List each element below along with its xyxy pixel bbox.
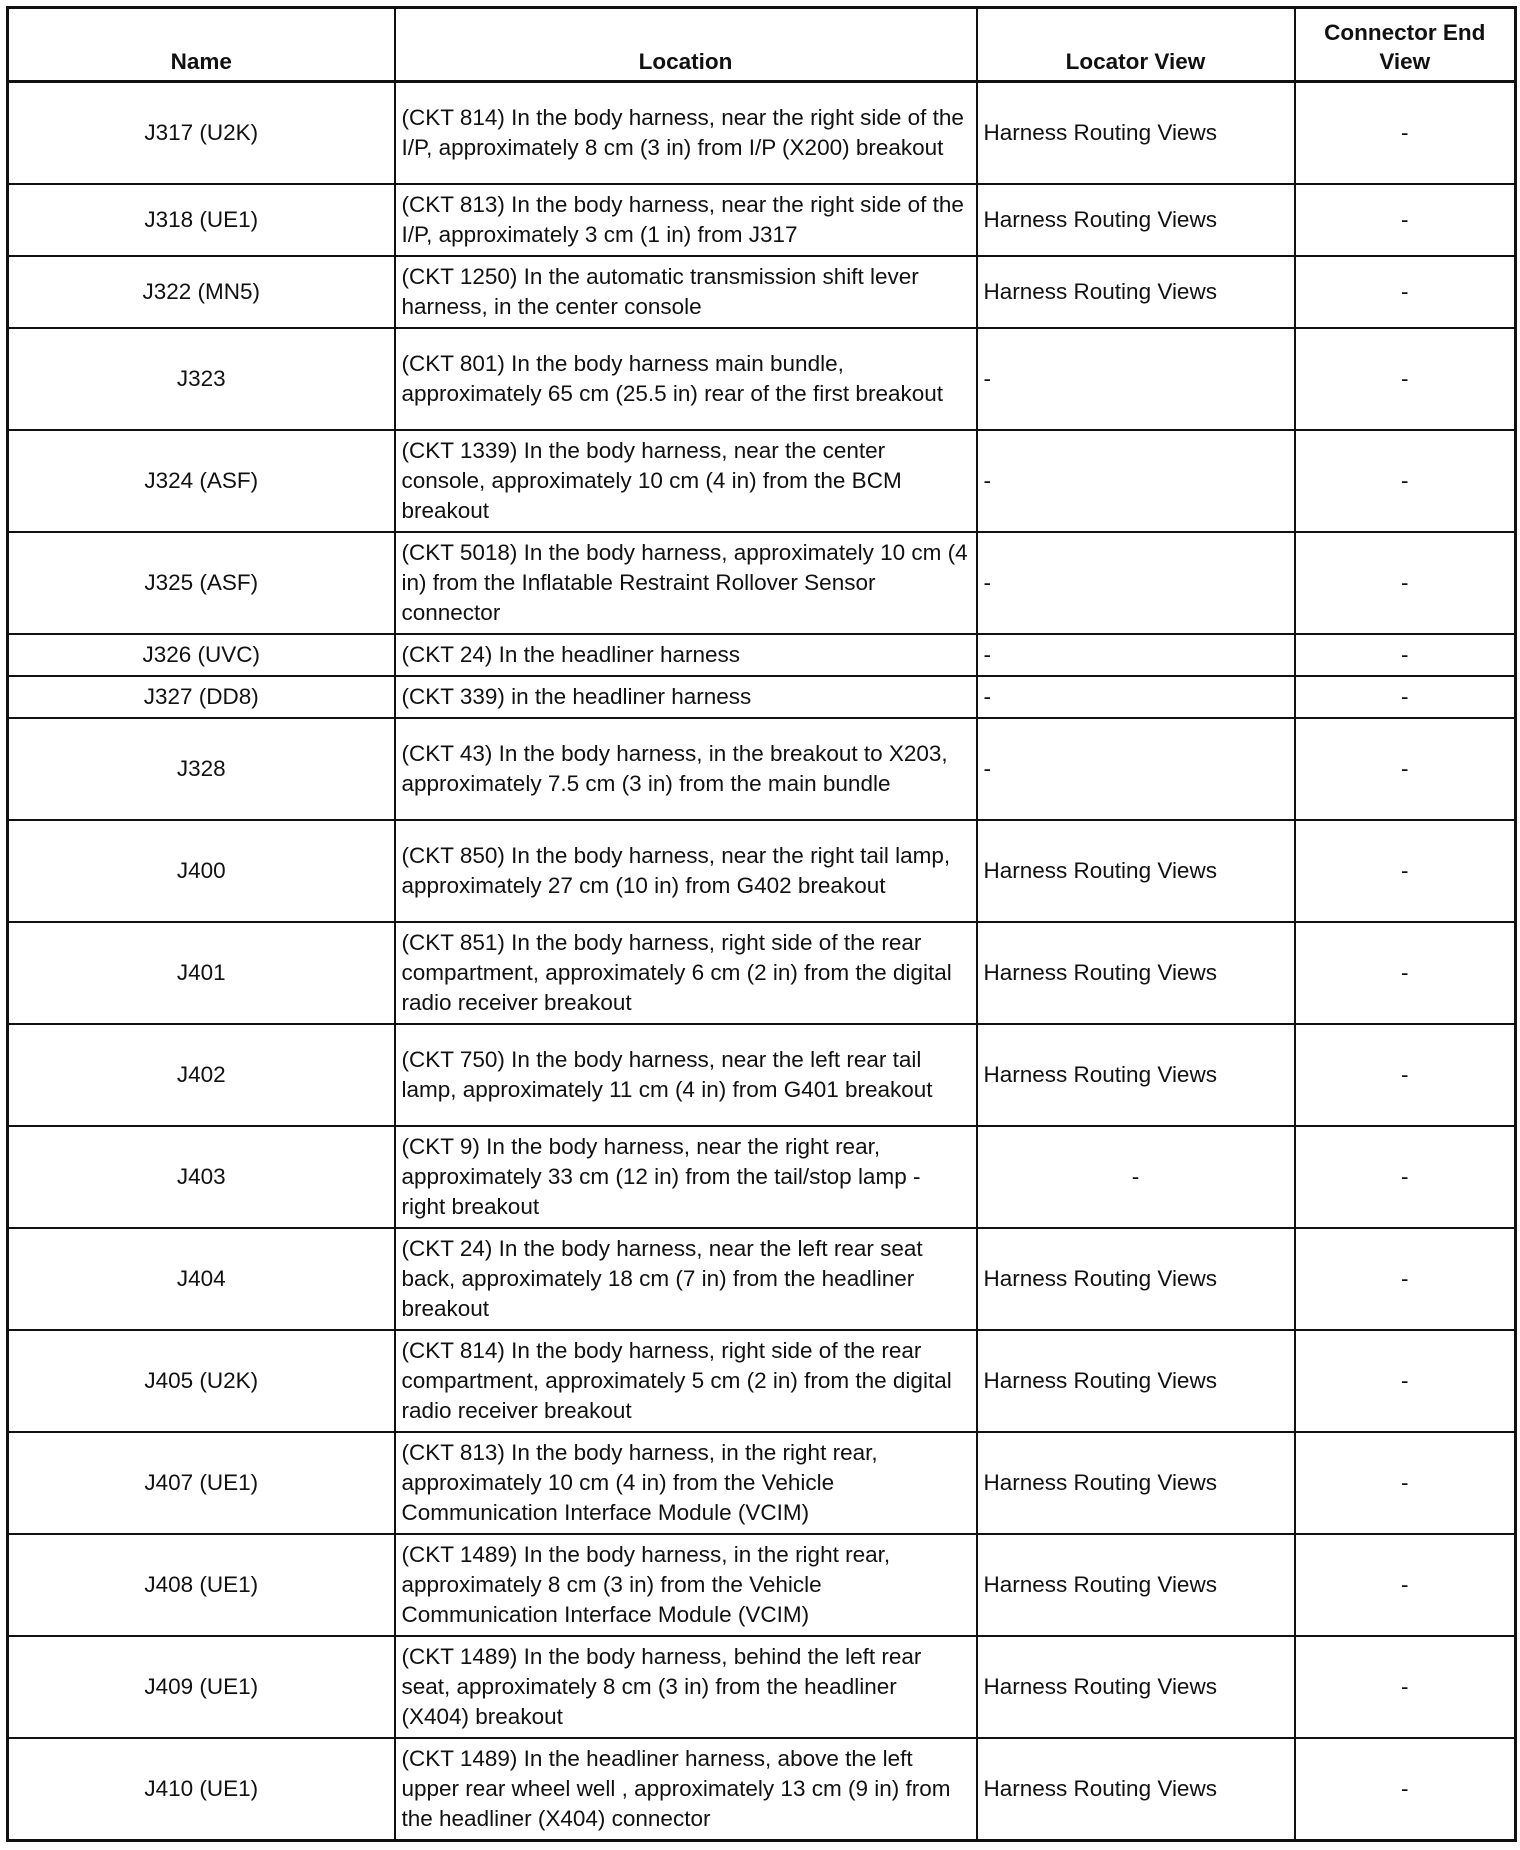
cell-name: J400 (8, 820, 395, 922)
cell-location: (CKT 1489) In the headliner harness, above the left upper rear wheel well , approximately 13 cm (9 in) from the headliner (X404) connector (395, 1738, 977, 1841)
cell-name: J410 (UE1) (8, 1738, 395, 1841)
cell-connector-end-view: - (1295, 1126, 1516, 1228)
cell-locator-view: - (977, 1126, 1295, 1228)
cell-connector-end-view: - (1295, 1636, 1516, 1738)
cell-name: J404 (8, 1228, 395, 1330)
cell-name: J408 (UE1) (8, 1534, 395, 1636)
table-row (8, 1126, 1516, 1228)
cell-location: (CKT 814) In the body harness, near the right side of the I/P, approximately 8 cm (3 in) from I/P (X200) breakout (395, 82, 977, 185)
cell-connector-end-view: - (1295, 184, 1516, 256)
cell-locator-view: - (977, 532, 1295, 634)
table-row (8, 430, 1516, 532)
cell-name: J405 (U2K) (8, 1330, 395, 1432)
splice-location-table (6, 6, 1517, 1842)
table-row (8, 634, 1516, 676)
cell-locator-view[interactable]: Harness Routing Views (977, 256, 1295, 328)
cell-connector-end-view: - (1295, 718, 1516, 820)
cell-name: J403 (8, 1126, 395, 1228)
cell-locator-view: - (977, 676, 1295, 718)
cell-name: J401 (8, 922, 395, 1024)
cell-locator-view[interactable]: Harness Routing Views (977, 1228, 1295, 1330)
cell-locator-view[interactable]: Harness Routing Views (977, 922, 1295, 1024)
cell-name: J407 (UE1) (8, 1432, 395, 1534)
cell-connector-end-view: - (1295, 1228, 1516, 1330)
cell-connector-end-view: - (1295, 256, 1516, 328)
cell-location: (CKT 9) In the body harness, near the right rear, approximately 33 cm (12 in) from the tail/stop lamp - right breakout (395, 1126, 977, 1228)
cell-locator-view[interactable]: Harness Routing Views (977, 1738, 1295, 1841)
header-connector-end-view: Connector End View (1295, 8, 1516, 82)
header-name: Name (8, 8, 395, 82)
cell-locator-view[interactable]: Harness Routing Views (977, 1432, 1295, 1534)
cell-locator-view: - (977, 634, 1295, 676)
cell-name: J409 (UE1) (8, 1636, 395, 1738)
cell-locator-view: - (977, 718, 1295, 820)
cell-location: (CKT 851) In the body harness, right side of the rear compartment, approximately 6 cm (2 in) from the digital radio receiver breakout (395, 922, 977, 1024)
cell-location: (CKT 5018) In the body harness, approximately 10 cm (4 in) from the Inflatable Restraint Rollover Sensor connector (395, 532, 977, 634)
table-row (8, 256, 1516, 328)
cell-connector-end-view: - (1295, 820, 1516, 922)
header-locator-view: Locator View (977, 8, 1295, 82)
cell-name: J324 (ASF) (8, 430, 395, 532)
cell-location: (CKT 1250) In the automatic transmission shift lever harness, in the center console (395, 256, 977, 328)
cell-connector-end-view: - (1295, 328, 1516, 430)
table-row (8, 82, 1516, 185)
cell-location: (CKT 850) In the body harness, near the right tail lamp, approximately 27 cm (10 in) from G402 breakout (395, 820, 977, 922)
cell-locator-view[interactable]: Harness Routing Views (977, 1330, 1295, 1432)
cell-location: (CKT 1339) In the body harness, near the center console, approximately 10 cm (4 in) from the BCM breakout (395, 430, 977, 532)
cell-locator-view[interactable]: Harness Routing Views (977, 1024, 1295, 1126)
cell-name: J328 (8, 718, 395, 820)
cell-connector-end-view: - (1295, 1432, 1516, 1534)
cell-name: J323 (8, 328, 395, 430)
cell-connector-end-view: - (1295, 1024, 1516, 1126)
cell-name: J327 (DD8) (8, 676, 395, 718)
table-row (8, 1432, 1516, 1534)
cell-connector-end-view: - (1295, 430, 1516, 532)
cell-connector-end-view: - (1295, 532, 1516, 634)
cell-name: J317 (U2K) (8, 82, 395, 185)
table-row (8, 184, 1516, 256)
cell-locator-view[interactable]: Harness Routing Views (977, 820, 1295, 922)
cell-connector-end-view: - (1295, 1738, 1516, 1841)
cell-location: (CKT 1489) In the body harness, behind the left rear seat, approximately 8 cm (3 in) from the headliner (X404) breakout (395, 1636, 977, 1738)
cell-location: (CKT 24) In the headliner harness (395, 634, 977, 676)
table-row (8, 922, 1516, 1024)
cell-connector-end-view: - (1295, 676, 1516, 718)
table-row (8, 1738, 1516, 1841)
table-row (8, 532, 1516, 634)
cell-connector-end-view: - (1295, 922, 1516, 1024)
cell-location: (CKT 24) In the body harness, near the left rear seat back, approximately 18 cm (7 in) from the headliner breakout (395, 1228, 977, 1330)
cell-locator-view[interactable]: Harness Routing Views (977, 82, 1295, 185)
cell-name: J326 (UVC) (8, 634, 395, 676)
table-row (8, 718, 1516, 820)
table-row (8, 328, 1516, 430)
cell-location: (CKT 801) In the body harness main bundle, approximately 65 cm (25.5 in) rear of the first breakout (395, 328, 977, 430)
table-row (8, 1228, 1516, 1330)
cell-connector-end-view: - (1295, 82, 1516, 185)
cell-location: (CKT 43) In the body harness, in the breakout to X203, approximately 7.5 cm (3 in) from the main bundle (395, 718, 977, 820)
cell-connector-end-view: - (1295, 1330, 1516, 1432)
table-row (8, 820, 1516, 922)
cell-locator-view: - (977, 430, 1295, 532)
header-location: Location (395, 8, 977, 82)
table-row (8, 1330, 1516, 1432)
cell-connector-end-view: - (1295, 1534, 1516, 1636)
cell-location: (CKT 813) In the body harness, in the right rear, approximately 10 cm (4 in) from the Vehicle Communication Interface Module (VCIM) (395, 1432, 977, 1534)
cell-name: J325 (ASF) (8, 532, 395, 634)
cell-location: (CKT 1489) In the body harness, in the right rear, approximately 8 cm (3 in) from the Vehicle Communication Interface Module (VCIM) (395, 1534, 977, 1636)
table-row (8, 1636, 1516, 1738)
cell-location: (CKT 339) in the headliner harness (395, 676, 977, 718)
cell-locator-view[interactable]: Harness Routing Views (977, 1534, 1295, 1636)
table-row (8, 676, 1516, 718)
table-row (8, 1534, 1516, 1636)
cell-location: (CKT 750) In the body harness, near the left rear tail lamp, approximately 11 cm (4 in) from G401 breakout (395, 1024, 977, 1126)
table-row (8, 1024, 1516, 1126)
cell-locator-view[interactable]: Harness Routing Views (977, 184, 1295, 256)
header-row (8, 8, 1516, 82)
cell-name: J322 (MN5) (8, 256, 395, 328)
cell-name: J402 (8, 1024, 395, 1126)
cell-locator-view: - (977, 328, 1295, 430)
cell-location: (CKT 813) In the body harness, near the right side of the I/P, approximately 3 cm (1 in) from J317 (395, 184, 977, 256)
cell-location: (CKT 814) In the body harness, right side of the rear compartment, approximately 5 cm (2 in) from the digital radio receiver breakout (395, 1330, 977, 1432)
cell-name: J318 (UE1) (8, 184, 395, 256)
cell-locator-view[interactable]: Harness Routing Views (977, 1636, 1295, 1738)
cell-connector-end-view: - (1295, 634, 1516, 676)
